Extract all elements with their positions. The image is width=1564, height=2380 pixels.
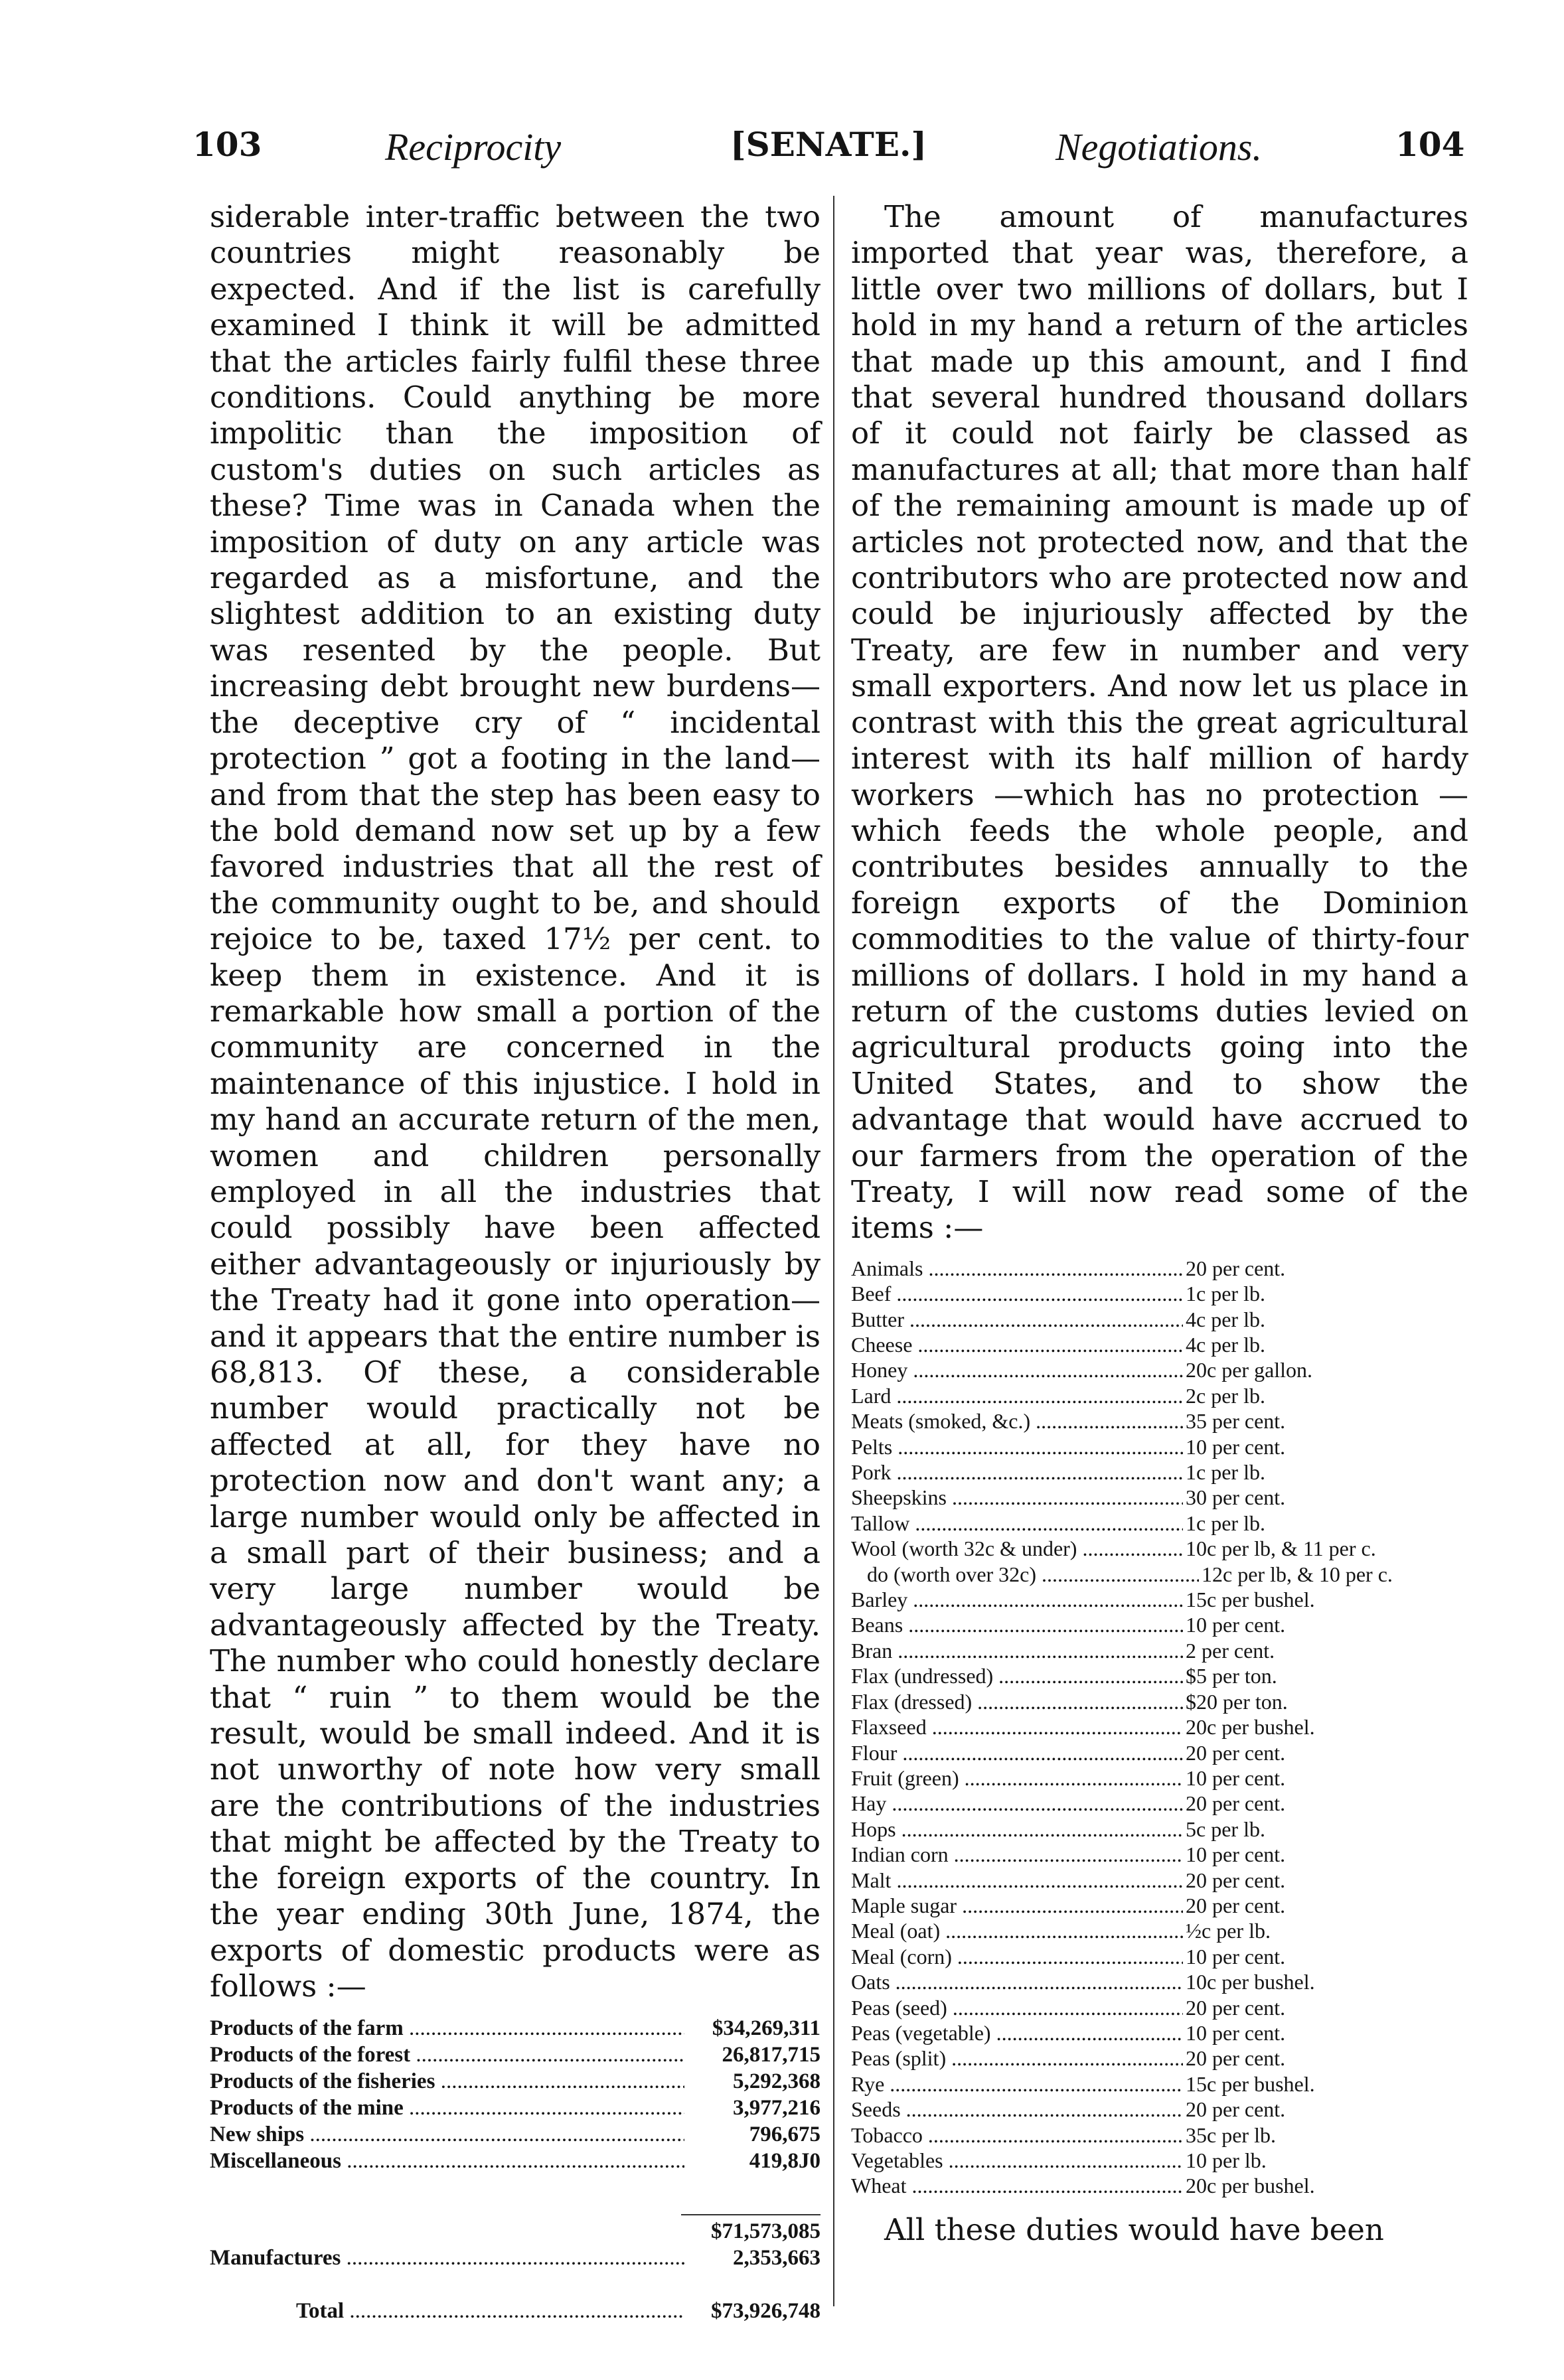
duty-row [851, 1281, 1468, 1306]
exports-label: New ships ..... [210, 2121, 684, 2148]
duty-rate: 5c per lb. [1186, 1817, 1265, 1841]
exports-row [210, 2042, 821, 2068]
duty-item: Oats ..... [851, 1969, 1183, 1994]
subtotal-row [210, 2218, 821, 2245]
duty-rate: ½c per lb. [1186, 1919, 1271, 1943]
manufactures-amount: 2,353,663 [733, 2246, 821, 2270]
duty-row [851, 2148, 1468, 2173]
duty-item: Meats (smoked, &c.) ..... [851, 1408, 1183, 1434]
duty-rate: 10 per cent. [1186, 1842, 1286, 1867]
duty-item: Meal (corn) ..... [851, 1944, 1183, 1969]
left-paragraph: siderable inter-traffic between the two countries might reasonably be expected. And if the list is carefully examined I think it will be admitted that the articles fairly fulfil these three conditions. Could anything be more impolitic than the imposition of custom's duties on such articles as these? Time was in Canada when the imposition of duty on any article was regarded as a misfortune, and the slightest addition to an existing duty was resented by the people. But increasing debt brought new burdens— the deceptive cry of “ incidental protection ” got a footing in the land— and from that the step has been easy to the bold demand now set up by a few favored industries that all the rest of the community ought to be, and should rejoice to be, taxed 17½ per cent. to keep them in existence. And it is remarkable how small a portion of the community are concerned in the maintenance of this injustice. I hold in my hand an accurate return of the men, women and children personally employed in all the industries that could possibly have been affected either advantageously or injuriously by the Treaty had it gone into operation—and it appears that the entire number is 68,813. Of these, a considerable number would practically not be affected at all, for they have no protection now and don't want any; a large number would only be affected in a small part of their business; and a very large number would be advantageously affected by the Treaty. The number who could honestly declare that “ ruin ” to them would be the result, would be small indeed. And it is not unworthy of note how very small are the contributions of the industries that might be affected by the Treaty to the foreign exports of the country. In the year ending 30th June, 1874, the exports of domestic products were as follows :— [210, 199, 821, 2004]
page-number-right: 104 [1395, 125, 1465, 164]
duty-item: Tallow ..... [851, 1511, 1183, 1536]
duty-rate: 20c per bushel. [1186, 1715, 1315, 1740]
duty-row [851, 1612, 1468, 1637]
duty-rate: 10c per bushel. [1186, 1970, 1315, 1994]
duty-rate: 1c per lb. [1186, 1460, 1265, 1485]
duty-row [851, 1587, 1468, 1612]
duty-rate: 10 per cent. [1186, 2020, 1286, 2045]
duty-row [851, 1765, 1468, 1791]
duty-row [851, 2071, 1468, 2097]
duty-item: Honey ..... [851, 1357, 1183, 1382]
subtotal-amount: $71,573,085 [711, 2219, 821, 2244]
duty-item: Flaxseed ..... [851, 1714, 1183, 1740]
duty-rate: 20 per cent. [1186, 1256, 1286, 1280]
duty-item: Vegetables ..... [851, 2148, 1183, 2173]
duty-item: Hops ..... [851, 1817, 1183, 1842]
duty-row [851, 1944, 1468, 1969]
duty-row [851, 1740, 1468, 1765]
subtotal-rule [681, 2214, 821, 2215]
duty-item: do (worth over 32c) ..... [851, 1562, 1199, 1587]
duty-row [851, 1868, 1468, 1893]
right-paragraph: The amount of manufactures imported that year was, therefore, a little over two millions of dollars, but I hold in my hand a return of the articles that made up this amount, and I find that several hundred thousand dollars of it could not fairly be classed as manufactures at all; that more than half of the remaining amount is made up of articles not protected now, and that the contributors who are protected now and could be injuriously affected by the Treaty, are few in number and very small exporters. And now let us place in contrast with this the great agricultural interest with its half million of hardy workers —which has no protection — which feeds the whole people, and contributes besides annually to the foreign exports of the Dominion commodities to the value of thirty-four millions of dollars. I hold in my hand a return of the customs duties levied on agricultural products going into the United States, and to show the advantage that would have accrued to our farmers from the operation of the Treaty, I will now read some of the items :— [851, 199, 1468, 1246]
duty-rate: 10 per cent. [1186, 1434, 1286, 1459]
duty-item: Maple sugar ..... [851, 1893, 1183, 1918]
duty-row [851, 2097, 1468, 2122]
duty-row [851, 1817, 1468, 1842]
duty-rate: 20 per cent. [1186, 1740, 1286, 1765]
duty-rate: 10 per lb. [1186, 2148, 1267, 2172]
duty-row [851, 1383, 1468, 1408]
duty-row [851, 1995, 1468, 2020]
duty-row [851, 1408, 1468, 1434]
duty-row [851, 1714, 1468, 1740]
running-header [193, 125, 1465, 171]
duty-rate: 20 per cent. [1186, 1868, 1286, 1892]
duty-item: Pelts ..... [851, 1434, 1183, 1459]
duty-item: Butter ..... [851, 1307, 1183, 1332]
duty-row [851, 1663, 1468, 1688]
duty-rate: 10 per cent. [1186, 1613, 1286, 1637]
exports-label: Products of the mine ..... [210, 2095, 684, 2121]
duty-row [851, 1485, 1468, 1510]
duty-item: Flax (dressed) ..... [851, 1689, 1183, 1714]
duty-rate: 20 per cent. [1186, 1791, 1286, 1816]
duty-item: Wheat ..... [851, 2173, 1183, 2198]
total-amount: $73,926,748 [711, 2299, 821, 2324]
total-row [210, 2298, 821, 2324]
duty-row [851, 1969, 1468, 1994]
duty-row [851, 1918, 1468, 1943]
duty-row [851, 1459, 1468, 1485]
duty-rate: 2c per lb. [1186, 1383, 1265, 1408]
duty-row [851, 1638, 1468, 1663]
exports-row [210, 2015, 821, 2042]
duty-row [851, 1689, 1468, 1714]
section-title-right: Negotiations. [1056, 125, 1262, 169]
duty-row [851, 1307, 1468, 1332]
duties-table [851, 1256, 1468, 2199]
duty-row [851, 2045, 1468, 2071]
duty-item: Indian corn ..... [851, 1842, 1183, 1867]
duty-item: Flour ..... [851, 1740, 1183, 1765]
closing-line: All these duties would have been [884, 2211, 1384, 2247]
duty-item: Hay ..... [851, 1791, 1183, 1816]
exports-row [210, 2121, 821, 2148]
duty-item: Cheese ..... [851, 1332, 1183, 1357]
duty-row [851, 1256, 1468, 1281]
exports-label: Products of the forest ..... [210, 2042, 684, 2068]
duty-row [851, 1562, 1468, 1587]
right-column [851, 199, 1468, 2248]
exports-amount: 5,292,368 [733, 2069, 821, 2094]
duty-item: Animals ..... [851, 1256, 1183, 1281]
exports-label: Products of the fisheries ..... [210, 2068, 684, 2095]
duty-rate: 15c per bushel. [1186, 1588, 1315, 1612]
duty-rate: 30 per cent. [1186, 1485, 1286, 1510]
duty-rate: 20 per cent. [1186, 1893, 1286, 1917]
duty-item: Lard ..... [851, 1383, 1183, 1408]
duty-row [851, 1842, 1468, 1867]
duty-row [851, 2173, 1468, 2198]
exports-table [210, 2015, 821, 2324]
exports-amount: 796,675 [749, 2122, 821, 2147]
exports-row [210, 2095, 821, 2121]
duty-rate: $5 per ton. [1186, 1664, 1277, 1688]
duty-rate: 20 per cent. [1186, 2097, 1286, 2122]
duty-item: Seeds ..... [851, 2097, 1183, 2122]
duty-item: Beef ..... [851, 1281, 1183, 1306]
duty-rate: $20 per ton. [1186, 1689, 1288, 1714]
exports-row [210, 2148, 821, 2174]
duty-item: Bran ..... [851, 1638, 1183, 1663]
duty-item: Pork ..... [851, 1459, 1183, 1485]
duty-row [851, 1791, 1468, 1816]
chamber-label: [SENATE.] [730, 125, 927, 164]
duty-row [851, 2020, 1468, 2045]
duty-rate: 15c per bushel. [1186, 2071, 1315, 2096]
left-column [210, 199, 821, 2324]
duty-item: Peas (split) ..... [851, 2045, 1183, 2071]
duty-rate: 20c per bushel. [1186, 2174, 1315, 2198]
duty-rate: 12c per lb, & 10 per c. [1202, 1562, 1393, 1586]
exports-row [210, 2068, 821, 2095]
duty-rate: 20 per cent. [1186, 2046, 1286, 2071]
duty-item: Meal (oat) ..... [851, 1918, 1183, 1943]
exports-label: Miscellaneous ..... [210, 2148, 684, 2174]
total-label: Total ..... [210, 2298, 684, 2324]
duty-rate: 35c per lb. [1186, 2122, 1276, 2147]
duty-item: Sheepskins ..... [851, 1485, 1183, 1510]
duty-rate: 20c per gallon. [1186, 1358, 1313, 1382]
duty-row [851, 1434, 1468, 1459]
manufactures-label: Manufactures ..... [210, 2245, 684, 2271]
duty-rate: 10 per cent. [1186, 1765, 1286, 1790]
duty-item: Malt ..... [851, 1868, 1183, 1893]
duty-item: Fruit (green) ..... [851, 1765, 1183, 1791]
duty-rate: 10 per cent. [1186, 1944, 1286, 1969]
duty-rate: 20 per cent. [1186, 1995, 1286, 2020]
duty-item: Beans ..... [851, 1612, 1183, 1637]
duty-row [851, 1893, 1468, 1918]
duty-rate: 4c per lb. [1186, 1307, 1265, 1331]
duty-row [851, 1332, 1468, 1357]
duty-row [851, 1357, 1468, 1382]
duty-rate: 35 per cent. [1186, 1409, 1286, 1434]
duty-row [851, 2122, 1468, 2148]
duty-item: Flax (undressed) ..... [851, 1663, 1183, 1688]
duty-row [851, 1511, 1468, 1536]
duty-item: Peas (seed) ..... [851, 1995, 1183, 2020]
duty-item: Barley ..... [851, 1587, 1183, 1612]
duty-rate: 1c per lb. [1186, 1511, 1265, 1535]
duty-item: Peas (vegetable) ..... [851, 2020, 1183, 2045]
exports-amount: 26,817,715 [722, 2043, 821, 2067]
duty-row [851, 1536, 1468, 1561]
section-title-left: Reciprocity [385, 125, 562, 169]
exports-amount: $34,269,311 [712, 2016, 821, 2041]
duty-rate: 10c per lb, & 11 per c. [1186, 1536, 1376, 1561]
duty-item: Rye ..... [851, 2071, 1183, 2097]
page-number-left: 103 [193, 125, 262, 164]
exports-amount: 3,977,216 [733, 2096, 821, 2120]
duty-rate: 1c per lb. [1186, 1282, 1265, 1306]
exports-label: Products of the farm ..... [210, 2015, 684, 2042]
exports-amount: 419,8J0 [749, 2149, 821, 2174]
duty-rate: 4c per lb. [1186, 1333, 1265, 1357]
column-divider [833, 196, 834, 2306]
duty-item: Tobacco ..... [851, 2122, 1183, 2148]
manufactures-row [210, 2245, 821, 2271]
duty-rate: 2 per cent. [1186, 1638, 1275, 1663]
duty-item: Wool (worth 32c & under) ..... [851, 1536, 1183, 1561]
